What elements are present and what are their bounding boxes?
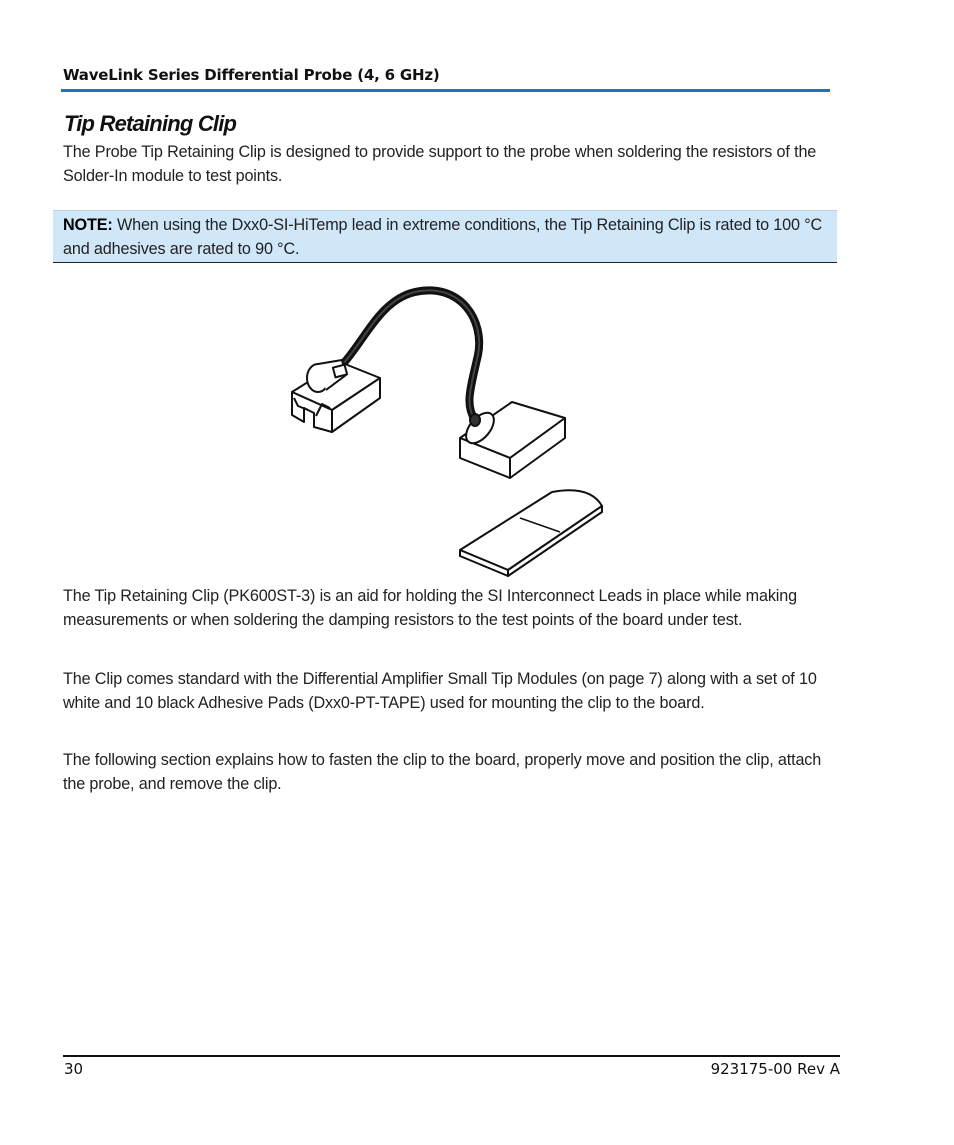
clip-block <box>292 360 380 432</box>
adhesive-pad <box>460 490 602 576</box>
document-revision: 923175-00 Rev A <box>710 1060 840 1078</box>
page-number: 30 <box>64 1060 84 1078</box>
note-body: When using the Dxx0-SI-HiTemp lead in extreme conditions, the Tip Retaining Clip is rated to 100 °C and adhesives are rated to 90 °C. <box>63 216 823 258</box>
body-paragraph-1: The Tip Retaining Clip (PK600ST-3) is an aid for holding the SI Interconnect Leads in place while making measurements or when soldering the damping resistors to the test points of the board under test. <box>63 587 797 629</box>
note-box <box>53 210 837 263</box>
intro-paragraph: The Probe Tip Retaining Clip is designed to provide support to the probe when soldering the resistors of the Solder-In module to test points. <box>63 143 817 185</box>
header-rule <box>61 89 830 92</box>
note-text <box>63 213 833 261</box>
section-title: Tip Retaining Clip <box>64 111 237 136</box>
body-paragraph-3: The following section explains how to fasten the clip to the board, properly move and position the clip, attach the probe, and remove the clip. <box>63 751 822 793</box>
note-label: NOTE: <box>63 216 113 234</box>
document-header-title: WaveLink Series Differential Probe (4, 6 GHz) <box>63 66 440 84</box>
body-paragraph-2: The Clip comes standard with the Differential Amplifier Small Tip Modules (on page 7) along with a set of 10 white and 10 black Adhesive Pads (Dxx0-PT-TAPE) used for mounting the clip to the board. <box>63 670 817 712</box>
probe-tip-pad <box>460 402 565 478</box>
tip-retaining-clip-illustration <box>270 280 620 580</box>
footer-rule <box>63 1055 840 1057</box>
